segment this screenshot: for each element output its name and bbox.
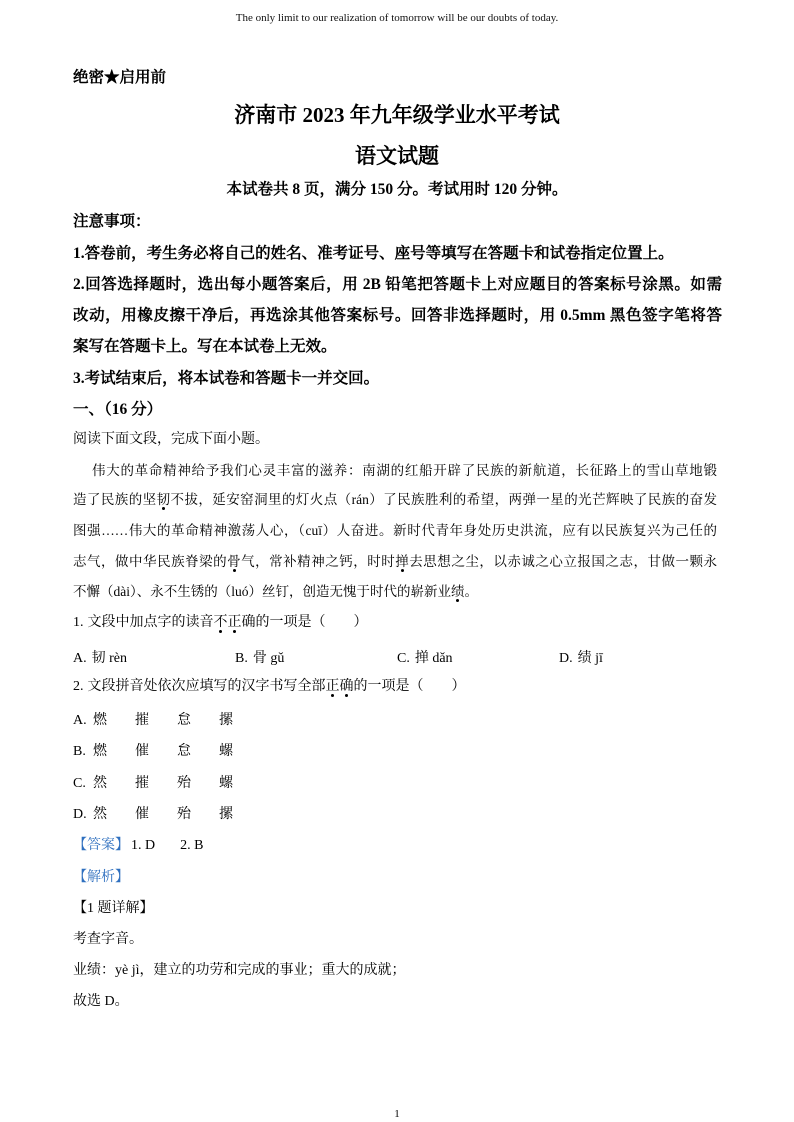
option-d	[559, 644, 721, 674]
emphasized-character: 确	[339, 679, 354, 694]
option-char: 然	[93, 807, 107, 822]
option-char: 催	[135, 807, 149, 822]
passage-text: 不拔，延安窑洞里的灯火点（rán）了民族胜利的希望，两弹一星的光芒辉映了民族的奋发	[170, 492, 717, 507]
option-char: 螺	[219, 744, 233, 759]
option-label: C.	[397, 651, 410, 666]
option-label: D.	[559, 651, 573, 666]
stem-text: 确的一项是（ ）	[241, 615, 368, 630]
header-motto: The only limit to our realization of tomorrow will be our doubts of today.	[235, 12, 559, 24]
dotted-character: 绩	[451, 584, 465, 599]
analysis-line: 考查字音。	[73, 932, 143, 947]
emphasized-character: 正	[325, 679, 340, 694]
option-char: 燃	[93, 744, 107, 759]
secrecy-label: 绝密★启用前	[73, 69, 167, 86]
dotted-character: 骨	[227, 554, 242, 569]
passage-line	[73, 577, 717, 607]
passage-text: 志气，做中华民族脊梁的	[73, 554, 228, 569]
option-label: A.	[73, 713, 87, 728]
passage-line	[73, 485, 717, 515]
option-char: 摞	[219, 713, 233, 728]
analysis-line: 业绩：yè jì，建立的功劳和完成的事业；重大的成就；	[73, 963, 406, 978]
passage-text: 。	[464, 584, 478, 599]
passage-text: 伟大的革命精神给予我们心灵丰富的滋养：南湖的红船开辟了民族的新航道，长征路上的雪山草地锻	[92, 463, 717, 478]
option-char: 催	[135, 744, 149, 759]
option-char: 殆	[177, 807, 191, 822]
passage-text: 气，常补精神之钙，时时	[241, 554, 396, 569]
passage-text: 去思想之尘，以赤诚之心立报国之志，甘做一颗永	[409, 554, 717, 569]
option-char: 摧	[135, 713, 149, 728]
option-label: C.	[73, 776, 86, 791]
question-stem	[73, 608, 722, 638]
analysis-line: 故选 D。	[73, 994, 129, 1009]
notes-line: 1.答卷前，考生务必将自己的姓名、准考证号、座号等填写在答题卡和试卷指定位置上。	[73, 245, 674, 262]
notes-heading: 注意事项：	[73, 213, 151, 230]
notes-line: 案写在答题卡上。写在本试卷上无效。	[73, 338, 337, 355]
stem-text: 的一项是（ ）	[353, 679, 466, 694]
emphasized-character: 正	[227, 615, 242, 630]
stem-text: 文段拼音处依次应填写的汉字书写全部	[87, 679, 326, 694]
option-b	[73, 737, 722, 767]
part1-heading: 一、（16 分）	[73, 401, 163, 418]
stem-text: 文段中加点字的读音	[87, 615, 214, 630]
exam-subject: 语文试题	[355, 144, 439, 168]
option-b	[235, 644, 397, 674]
notes-line: 2.回答选择题时，选出每小题答案后，用 2B 铅笔把答题卡上对应题目的答案标号涂黑。如需	[73, 276, 722, 293]
emphasized-character: 不	[213, 615, 228, 630]
passage-text: 造了民族的坚	[73, 492, 157, 507]
notes-line: 3.考试结束后，将本试卷和答题卡一并交回。	[73, 370, 380, 387]
option-label: A.	[73, 651, 87, 666]
exam-title: 济南市 2023 年九年级学业水平考试	[234, 103, 560, 127]
question-number: 2.	[73, 679, 84, 694]
passage-text: 图强……伟大的革命精神激荡人心，（cuī）人奋进。新时代青年身处历史洪流，应有以民族复兴为己任的	[73, 523, 717, 538]
passage-line	[73, 516, 717, 546]
question-stem	[73, 672, 722, 702]
dotted-character: 韧	[156, 492, 171, 507]
page-number: 1	[394, 1108, 400, 1120]
question-number: 1.	[73, 615, 84, 630]
answer-label: 【答案】	[73, 838, 129, 853]
answer-item: 2. B	[180, 838, 204, 853]
option-text: 骨 gǔ	[252, 651, 285, 666]
option-char: 怠	[177, 744, 191, 759]
option-char: 然	[93, 776, 107, 791]
passage-line	[73, 547, 717, 577]
option-char: 摞	[219, 807, 233, 822]
option-char: 摧	[135, 776, 149, 791]
exam-info: 本试卷共 8 页，满分 150 分。考试用时 120 分钟。	[226, 181, 568, 198]
passage-text: 不懈（dài）、永不生锈的（luó）丝钉，创造无愧于时代的崭新业	[73, 584, 451, 599]
passage-line	[73, 456, 717, 486]
answer-line	[73, 831, 722, 861]
option-label: D.	[73, 807, 87, 822]
analysis-label: 【解析】	[73, 870, 129, 885]
option-c	[73, 769, 722, 799]
option-c	[397, 644, 559, 674]
option-text: 掸 dǎn	[414, 651, 453, 666]
part1-instruction: 阅读下面文段，完成下面小题。	[73, 432, 269, 447]
option-char: 殆	[177, 776, 191, 791]
option-char: 怠	[177, 713, 191, 728]
option-text: 绩 jī	[577, 651, 603, 666]
option-d	[73, 800, 722, 830]
option-label: B.	[235, 651, 248, 666]
dotted-character: 掸	[395, 554, 410, 569]
notes-line: 改动，用橡皮擦干净后，再选涂其他答案标号。回答非选择题时，用 0.5mm 黑色签字笔将答	[73, 307, 722, 324]
option-label: B.	[73, 744, 86, 759]
question-options	[73, 644, 722, 674]
option-char: 燃	[93, 713, 107, 728]
option-a	[73, 644, 235, 674]
analysis-q1-heading: 【1 题详解】	[73, 901, 154, 916]
answer-item: 1. D	[131, 838, 156, 853]
option-a	[73, 706, 722, 736]
option-char: 螺	[219, 776, 233, 791]
option-text: 韧 rèn	[91, 651, 128, 666]
